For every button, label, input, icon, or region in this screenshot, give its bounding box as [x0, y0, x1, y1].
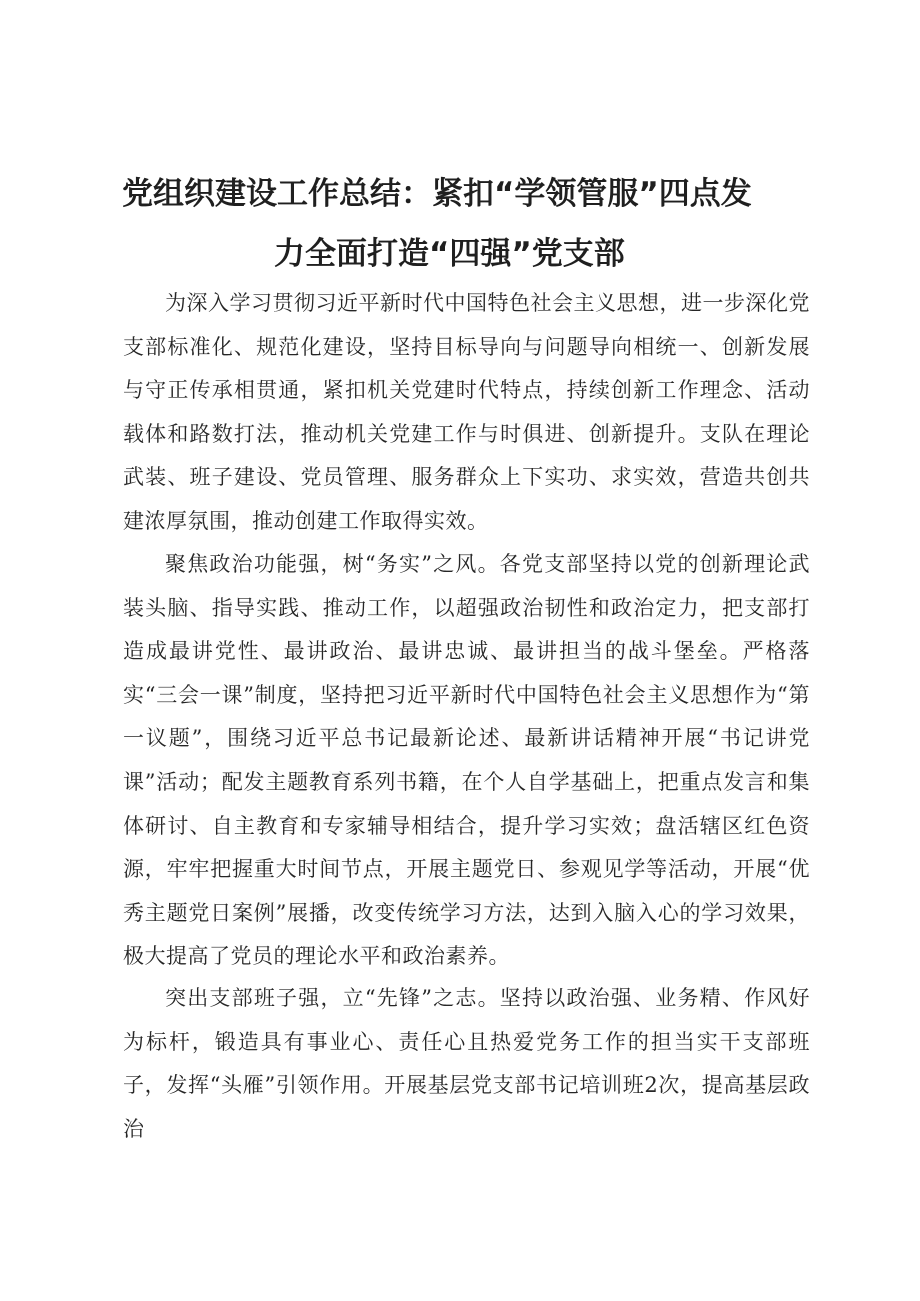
document-title-line-1: 党组织建设工作总结：紧扣“学领管服”四点发 — [122, 176, 752, 212]
body-paragraph-political-function: 聚焦政治功能强，树“务实”之风。各党支部坚持以党的创新理论武装头脑、指导实践、推动工作，以超强政治韧性和政治定力，把支部打造成最讲党性、最讲政治、最讲忠诚、最讲担当的战斗堡垒。严格落实“三会一课”制度，坚持把习近平新时代中国特色社会主义思想作为“第一议题”，围绕习近平总书记最新论述、最新讲话精神开展“书记讲党课”活动；配发主题教育系列书籍，在个人自学基础上，把重点发言和集体研讨、自主教育和专家辅导相结合，提升学习实效；盘活辖区红色资源，牢牢把握重大时间节点，开展主题党日、参观见学等活动，开展“优秀主题党日案例”展播，改变传统学习方法，达到入脑入心的学习效果，极大提高了党员的理论水平和政治素养。 — [123, 552, 810, 969]
body-paragraph-branch-team: 突出支部班子强，立“先锋”之志。坚持以政治强、业务精、作风好为标杆，锻造具有事业心、责任心且热爱党务工作的担当实干支部班子，发挥“头雁”引领作用。开展基层党支部书记培训班2次，提高基层政治 — [123, 986, 810, 1141]
body-paragraph-intro: 为深入学习贯彻习近平新时代中国特色社会主义思想，进一步深化党支部标准化、规范化建设，坚持目标导向与问题导向相统一、创新发展与守正传承相贯通，紧扣机关党建时代特点，持续创新工作理念、活动载体和路数打法，推动机关党建工作与时俱进、创新提升。支队在理论武装、班子建设、党员管理、服务群众上下实功、求实效，营造共创共建浓厚氛围，推动创建工作取得实效。 — [123, 291, 810, 533]
document-title-line-2: 力全面打造“四强”党支部 — [274, 236, 625, 272]
